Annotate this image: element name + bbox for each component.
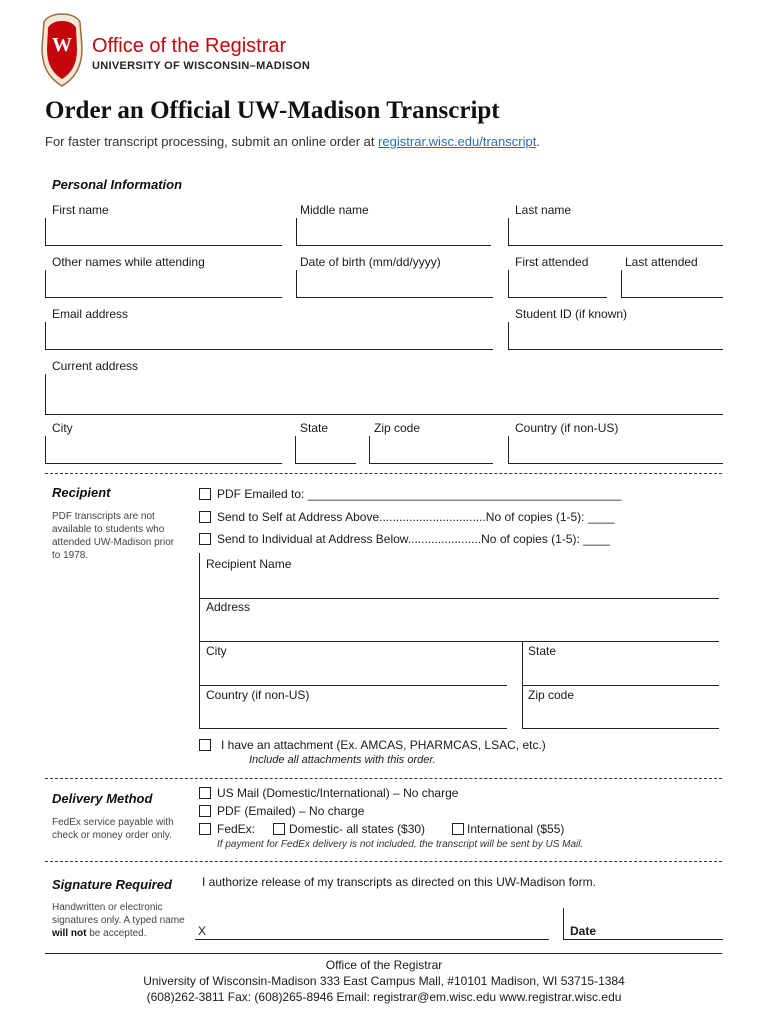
footer-office: Office of the Registrar bbox=[325, 958, 443, 972]
state-label: State bbox=[300, 421, 329, 435]
pdf-emailed-checkbox[interactable] bbox=[199, 488, 211, 500]
recipient-city-field[interactable] bbox=[199, 642, 507, 686]
footer-address: University of Wisconsin-Madison 333 East Campus Mall, #10101 Madison, WI 53715-1384 bbox=[143, 974, 625, 988]
recipient-heading: Recipient bbox=[52, 485, 111, 500]
recipient-address-label: Address bbox=[206, 600, 251, 614]
last-name-label: Last name bbox=[515, 203, 572, 217]
recipient-name-label: Recipient Name bbox=[206, 557, 292, 571]
section-divider bbox=[45, 778, 722, 779]
last-attended-label: Last attended bbox=[625, 255, 698, 269]
fedex-domestic-checkbox[interactable] bbox=[273, 823, 285, 835]
footer-contact: (608)262-3811 Fax: (608)265-8946 Email: registrar@em.wisc.edu www.registrar.wisc.edu bbox=[146, 990, 622, 1004]
dob-label: Date of birth (mm/dd/yyyy) bbox=[300, 255, 441, 269]
signature-heading: Signature Required bbox=[52, 877, 172, 892]
recipient-note: PDF transcripts are not available to students who attended UW-Madison prior to 1978. bbox=[52, 511, 175, 561]
recipient-state-field[interactable] bbox=[522, 642, 719, 686]
intro-text-start: For faster transcript processing, submit an online order at bbox=[45, 134, 379, 149]
middle-name-field[interactable] bbox=[296, 218, 491, 246]
crest-logo bbox=[38, 12, 86, 88]
first-attended-label: First attended bbox=[515, 255, 589, 269]
signature-line[interactable] bbox=[195, 939, 549, 940]
date-label: Date bbox=[570, 924, 597, 938]
intro-text bbox=[45, 134, 540, 149]
transcript-link[interactable]: registrar.wisc.edu/transcript bbox=[378, 134, 537, 149]
pdf-emailed-label: PDF Emailed to: _______________________________________________ bbox=[217, 487, 622, 501]
last-attended-field[interactable] bbox=[621, 270, 723, 298]
signature-note-emphasis: will not bbox=[52, 928, 87, 939]
date-line[interactable] bbox=[563, 939, 723, 940]
country-field[interactable] bbox=[508, 436, 723, 464]
recipient-address-field[interactable] bbox=[199, 599, 719, 642]
send-individual-label: Send to Individual at Address Below......................No of copies (1-5): ____ bbox=[217, 532, 610, 546]
pdf-delivery-checkbox[interactable] bbox=[199, 805, 211, 817]
recipient-city-label: City bbox=[206, 644, 227, 658]
recipient-zip-field[interactable] bbox=[522, 686, 719, 729]
recipient-country-field[interactable] bbox=[199, 686, 507, 729]
recipient-country-label: Country (if non-US) bbox=[206, 688, 310, 702]
recipient-name-field[interactable] bbox=[199, 553, 719, 599]
attachment-note: Include all attachments with this order. bbox=[249, 754, 436, 766]
office-name: Office of the Registrar bbox=[92, 35, 287, 57]
signature-x-mark: X bbox=[198, 924, 207, 938]
other-names-label: Other names while attending bbox=[52, 255, 205, 269]
other-names-field[interactable] bbox=[45, 270, 282, 298]
recipient-state-label: State bbox=[528, 644, 557, 658]
personal-info-heading: Personal Information bbox=[52, 177, 183, 192]
fedex-domestic-label: Domestic- all states ($30) bbox=[289, 822, 426, 836]
signature-note bbox=[52, 901, 188, 940]
fedex-checkbox[interactable] bbox=[199, 823, 211, 835]
dob-field[interactable] bbox=[296, 270, 493, 298]
zip-label: Zip code bbox=[374, 421, 421, 435]
send-self-label: Send to Self at Address Above................................No of copies (1-5): ____ bbox=[217, 510, 615, 524]
city-label: City bbox=[52, 421, 73, 435]
pdf-delivery-label: PDF (Emailed) – No charge bbox=[217, 804, 365, 818]
state-field[interactable] bbox=[295, 436, 356, 464]
footer-rule bbox=[45, 953, 722, 954]
delivery-note: FedEx service payable with check or money order only. bbox=[52, 817, 174, 841]
attachment-checkbox[interactable] bbox=[199, 739, 211, 751]
us-mail-label: US Mail (Domestic/International) – No charge bbox=[217, 786, 459, 800]
city-field[interactable] bbox=[45, 436, 282, 464]
middle-name-label: Middle name bbox=[300, 203, 369, 217]
send-individual-checkbox[interactable] bbox=[199, 533, 211, 545]
university-name: UNIVERSITY OF WISCONSIN–MADISON bbox=[92, 60, 311, 72]
signature-note-end: be accepted. bbox=[86, 928, 147, 939]
delivery-heading: Delivery Method bbox=[52, 791, 153, 806]
student-id-field[interactable] bbox=[508, 322, 723, 350]
first-name-field[interactable] bbox=[45, 218, 282, 246]
section-divider bbox=[45, 473, 722, 474]
fedex-label: FedEx: bbox=[217, 822, 256, 836]
zip-field[interactable] bbox=[369, 436, 493, 464]
authorize-text: I authorize release of my transcripts as directed on this UW-Madison form. bbox=[202, 875, 596, 889]
country-label: Country (if non-US) bbox=[515, 421, 619, 435]
last-name-field[interactable] bbox=[508, 218, 723, 246]
email-label: Email address bbox=[52, 307, 129, 321]
current-address-field[interactable] bbox=[45, 374, 723, 415]
first-attended-field[interactable] bbox=[508, 270, 607, 298]
signature-note-start: Handwritten or electronic signatures only. A typed name bbox=[52, 902, 185, 926]
intro-text-end: . bbox=[536, 134, 540, 149]
fedex-international-checkbox[interactable] bbox=[452, 823, 464, 835]
date-divider bbox=[563, 908, 564, 940]
first-name-label: First name bbox=[52, 203, 109, 217]
recipient-zip-label: Zip code bbox=[528, 688, 575, 702]
attachment-label: I have an attachment (Ex. AMCAS, PHARMCAS, LSAC, etc.) bbox=[221, 738, 546, 752]
us-mail-checkbox[interactable] bbox=[199, 787, 211, 799]
student-id-label: Student ID (if known) bbox=[515, 307, 628, 321]
page-title: Order an Official UW-Madison Transcript bbox=[45, 97, 500, 124]
email-field[interactable] bbox=[45, 322, 493, 350]
fedex-international-label: International ($55) bbox=[467, 822, 565, 836]
send-self-checkbox[interactable] bbox=[199, 511, 211, 523]
crest-letter: W bbox=[52, 34, 72, 56]
current-address-label: Current address bbox=[52, 359, 139, 373]
fedex-note: If payment for FedEx delivery is not included, the transcript will be sent by US Mail. bbox=[217, 839, 584, 850]
section-divider bbox=[45, 861, 722, 862]
